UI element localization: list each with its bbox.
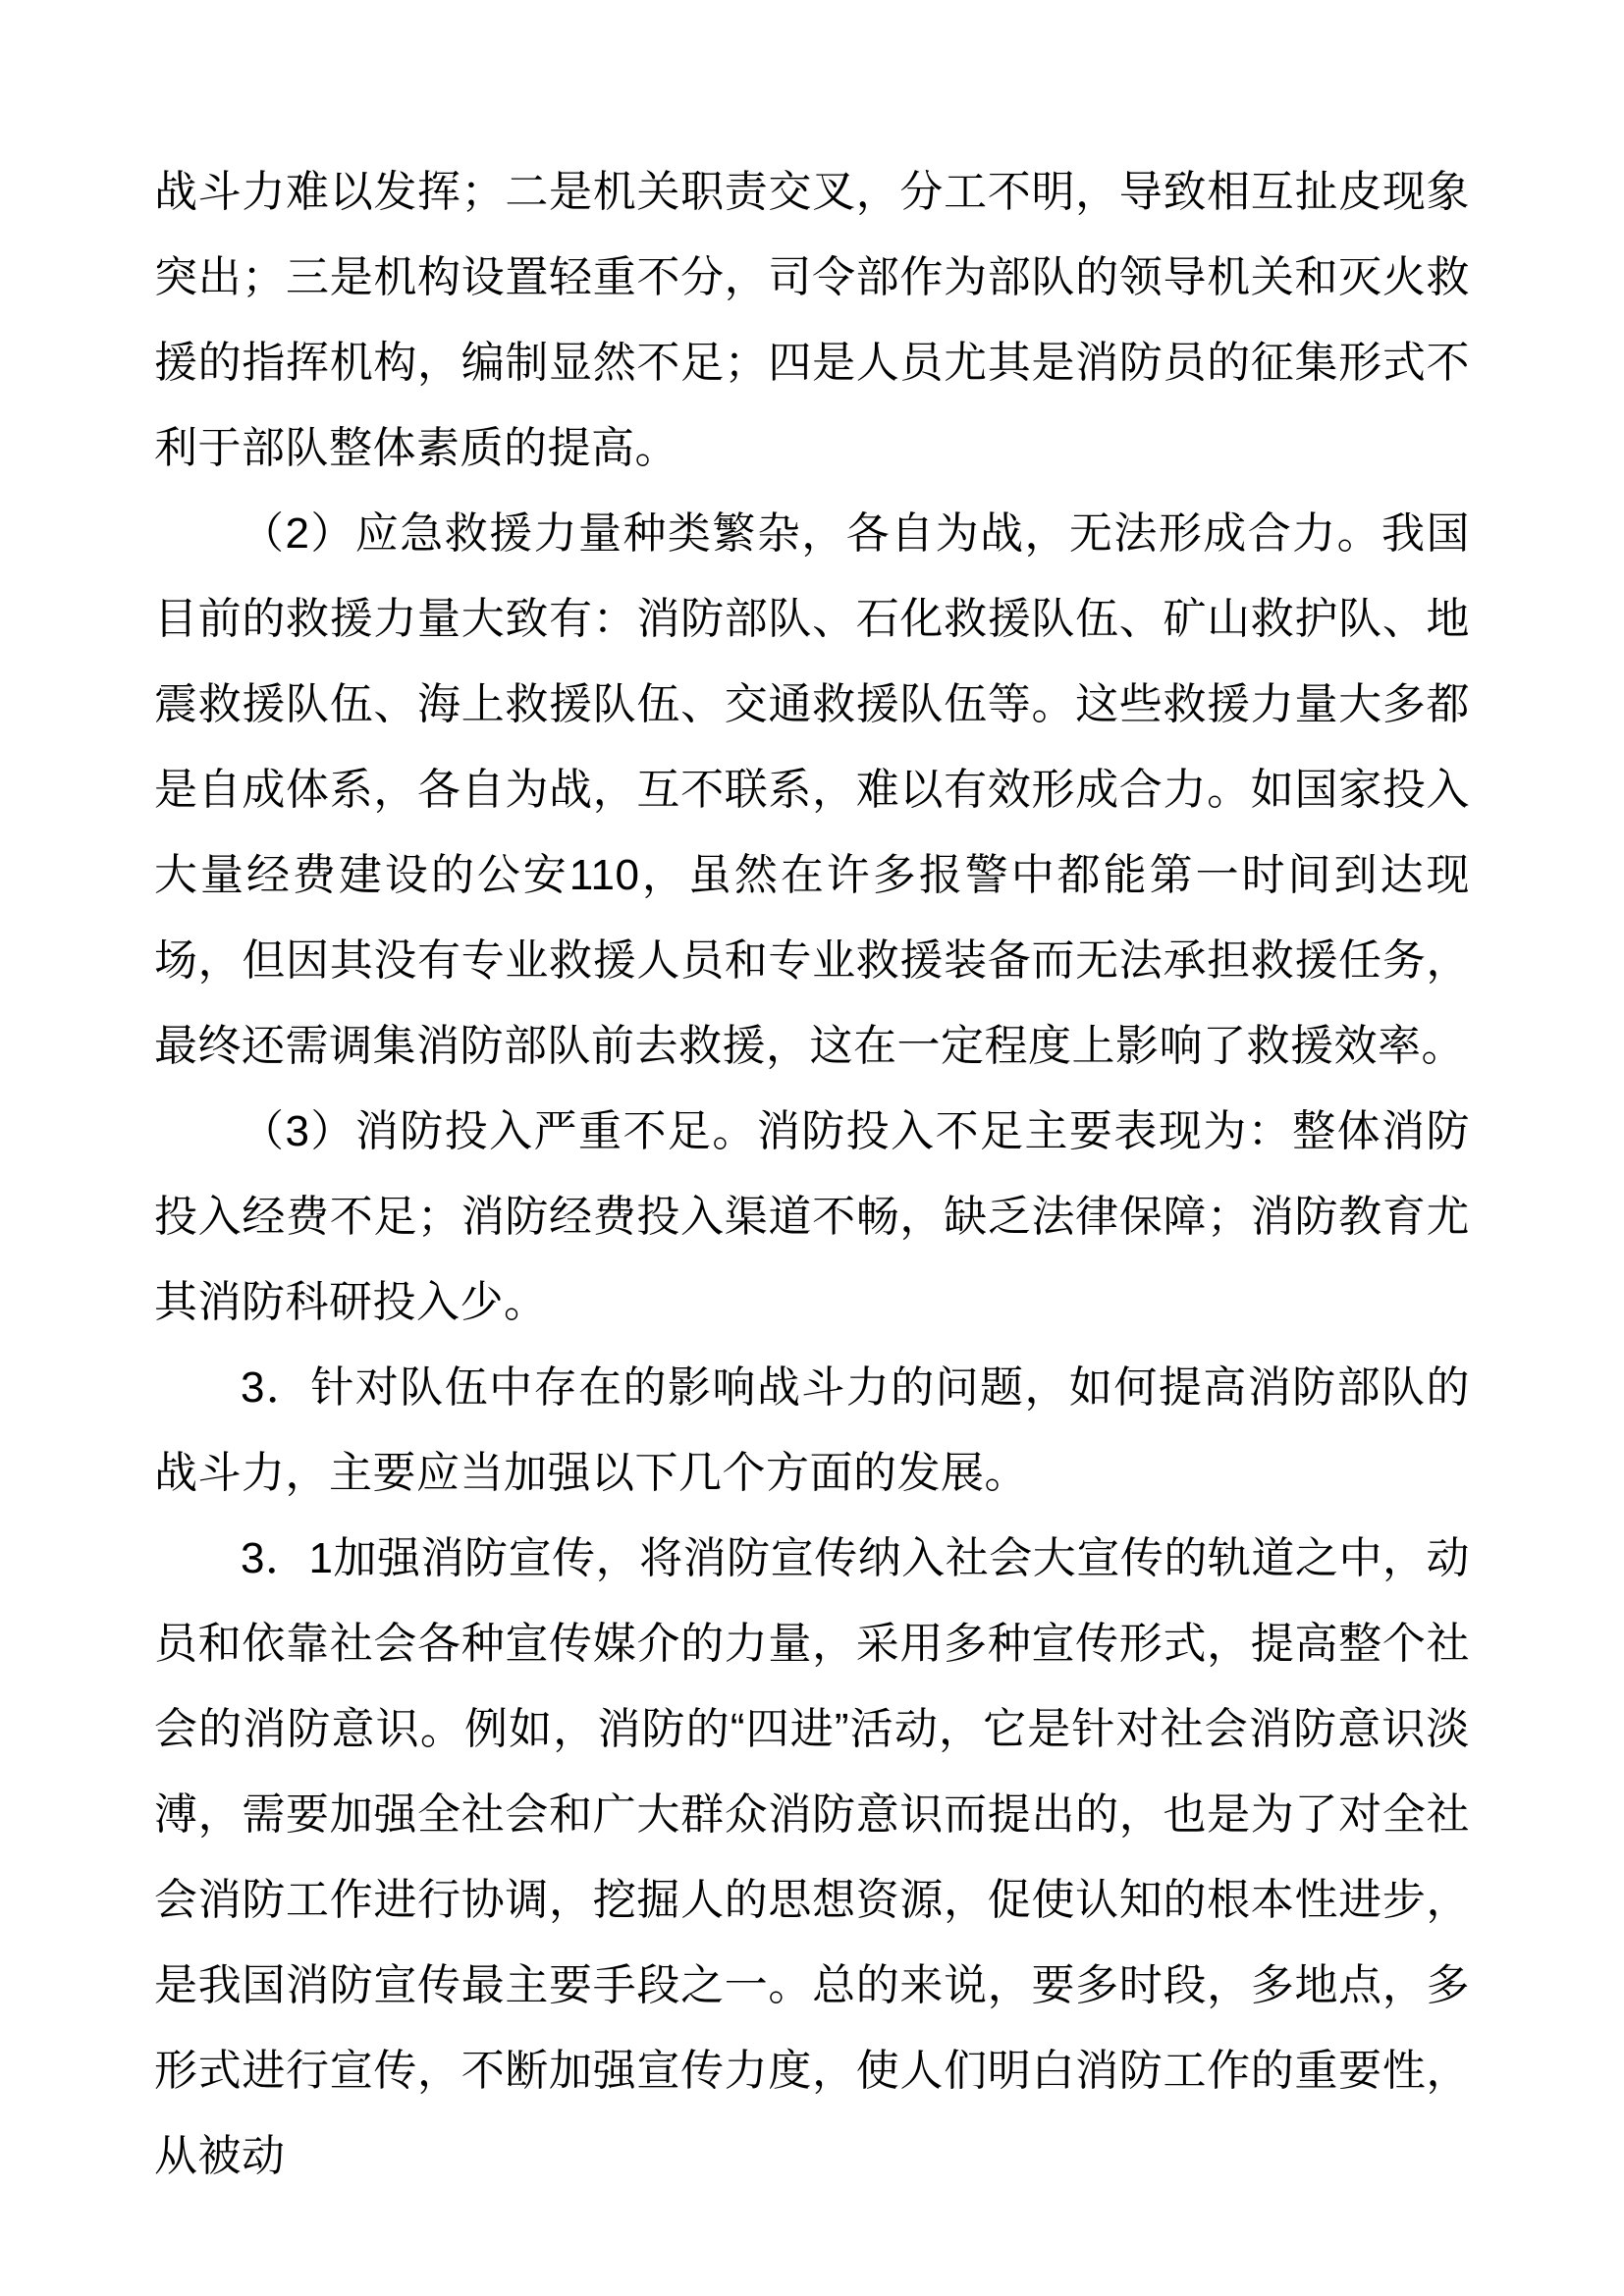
paragraph: 战斗力难以发挥；二是机关职责交叉，分工不明，导致相互扯皮现象突出；三是机构设置轻重不分，司令部作为部队的领导机关和灭火救援的指挥机构，编制显然不足；四是人员尤其是消防员的征集形式不利于部队整体素质的提高。	[154, 168, 1470, 472]
paragraph: （3）消防投入严重不足。消防投入不足主要表现为：整体消防投入经费不足；消防经费投入渠道不畅，缺乏法律保障；消防教育尤其消防科研投入少。	[154, 1107, 1470, 1326]
paragraph-list	[154, 149, 1470, 2199]
paragraph: （2）应急救援力量种类繁杂，各自为战，无法形成合力。我国目前的救援力量大致有：消防部队、石化救援队伍、矿山救护队、地震救援队伍、海上救援队伍、交通救援队伍等。这些救援力量大多都是自成体系，各自为战，互不联系，难以有效形成合力。如国家投入大量经费建设的公安110，虽然在许多报警中都能第一时间到达现场，但因其没有专业救援人员和专业救援装备而无法承担救援任务，最终还需调集消防部队前去救援，这在一定程度上影响了救援效率。	[154, 509, 1470, 1070]
paragraph: 3．1加强消防宣传，将消防宣传纳入社会大宣传的轨道之中，动员和依靠社会各种宣传媒介的力量，采用多种宣传形式，提高整个社会的消防意识。例如，消防的“四进”活动，它是针对社会消防意识淡溥，需要加强全社会和广大群众消防意识而提出的，也是为了对全社会消防工作进行协调，挖掘人的思想资源，促使认知的根本性进步，是我国消防宣传最主要手段之一。总的来说，要多时段，多地点，多形式进行宣传，不断加强宣传力度，使人们明白消防工作的重要性，从被动	[154, 1534, 1470, 2180]
paragraph: 3．针对队伍中存在的影响战斗力的问题，如何提高消防部队的战斗力，主要应当加强以下几个方面的发展。	[154, 1363, 1470, 1497]
